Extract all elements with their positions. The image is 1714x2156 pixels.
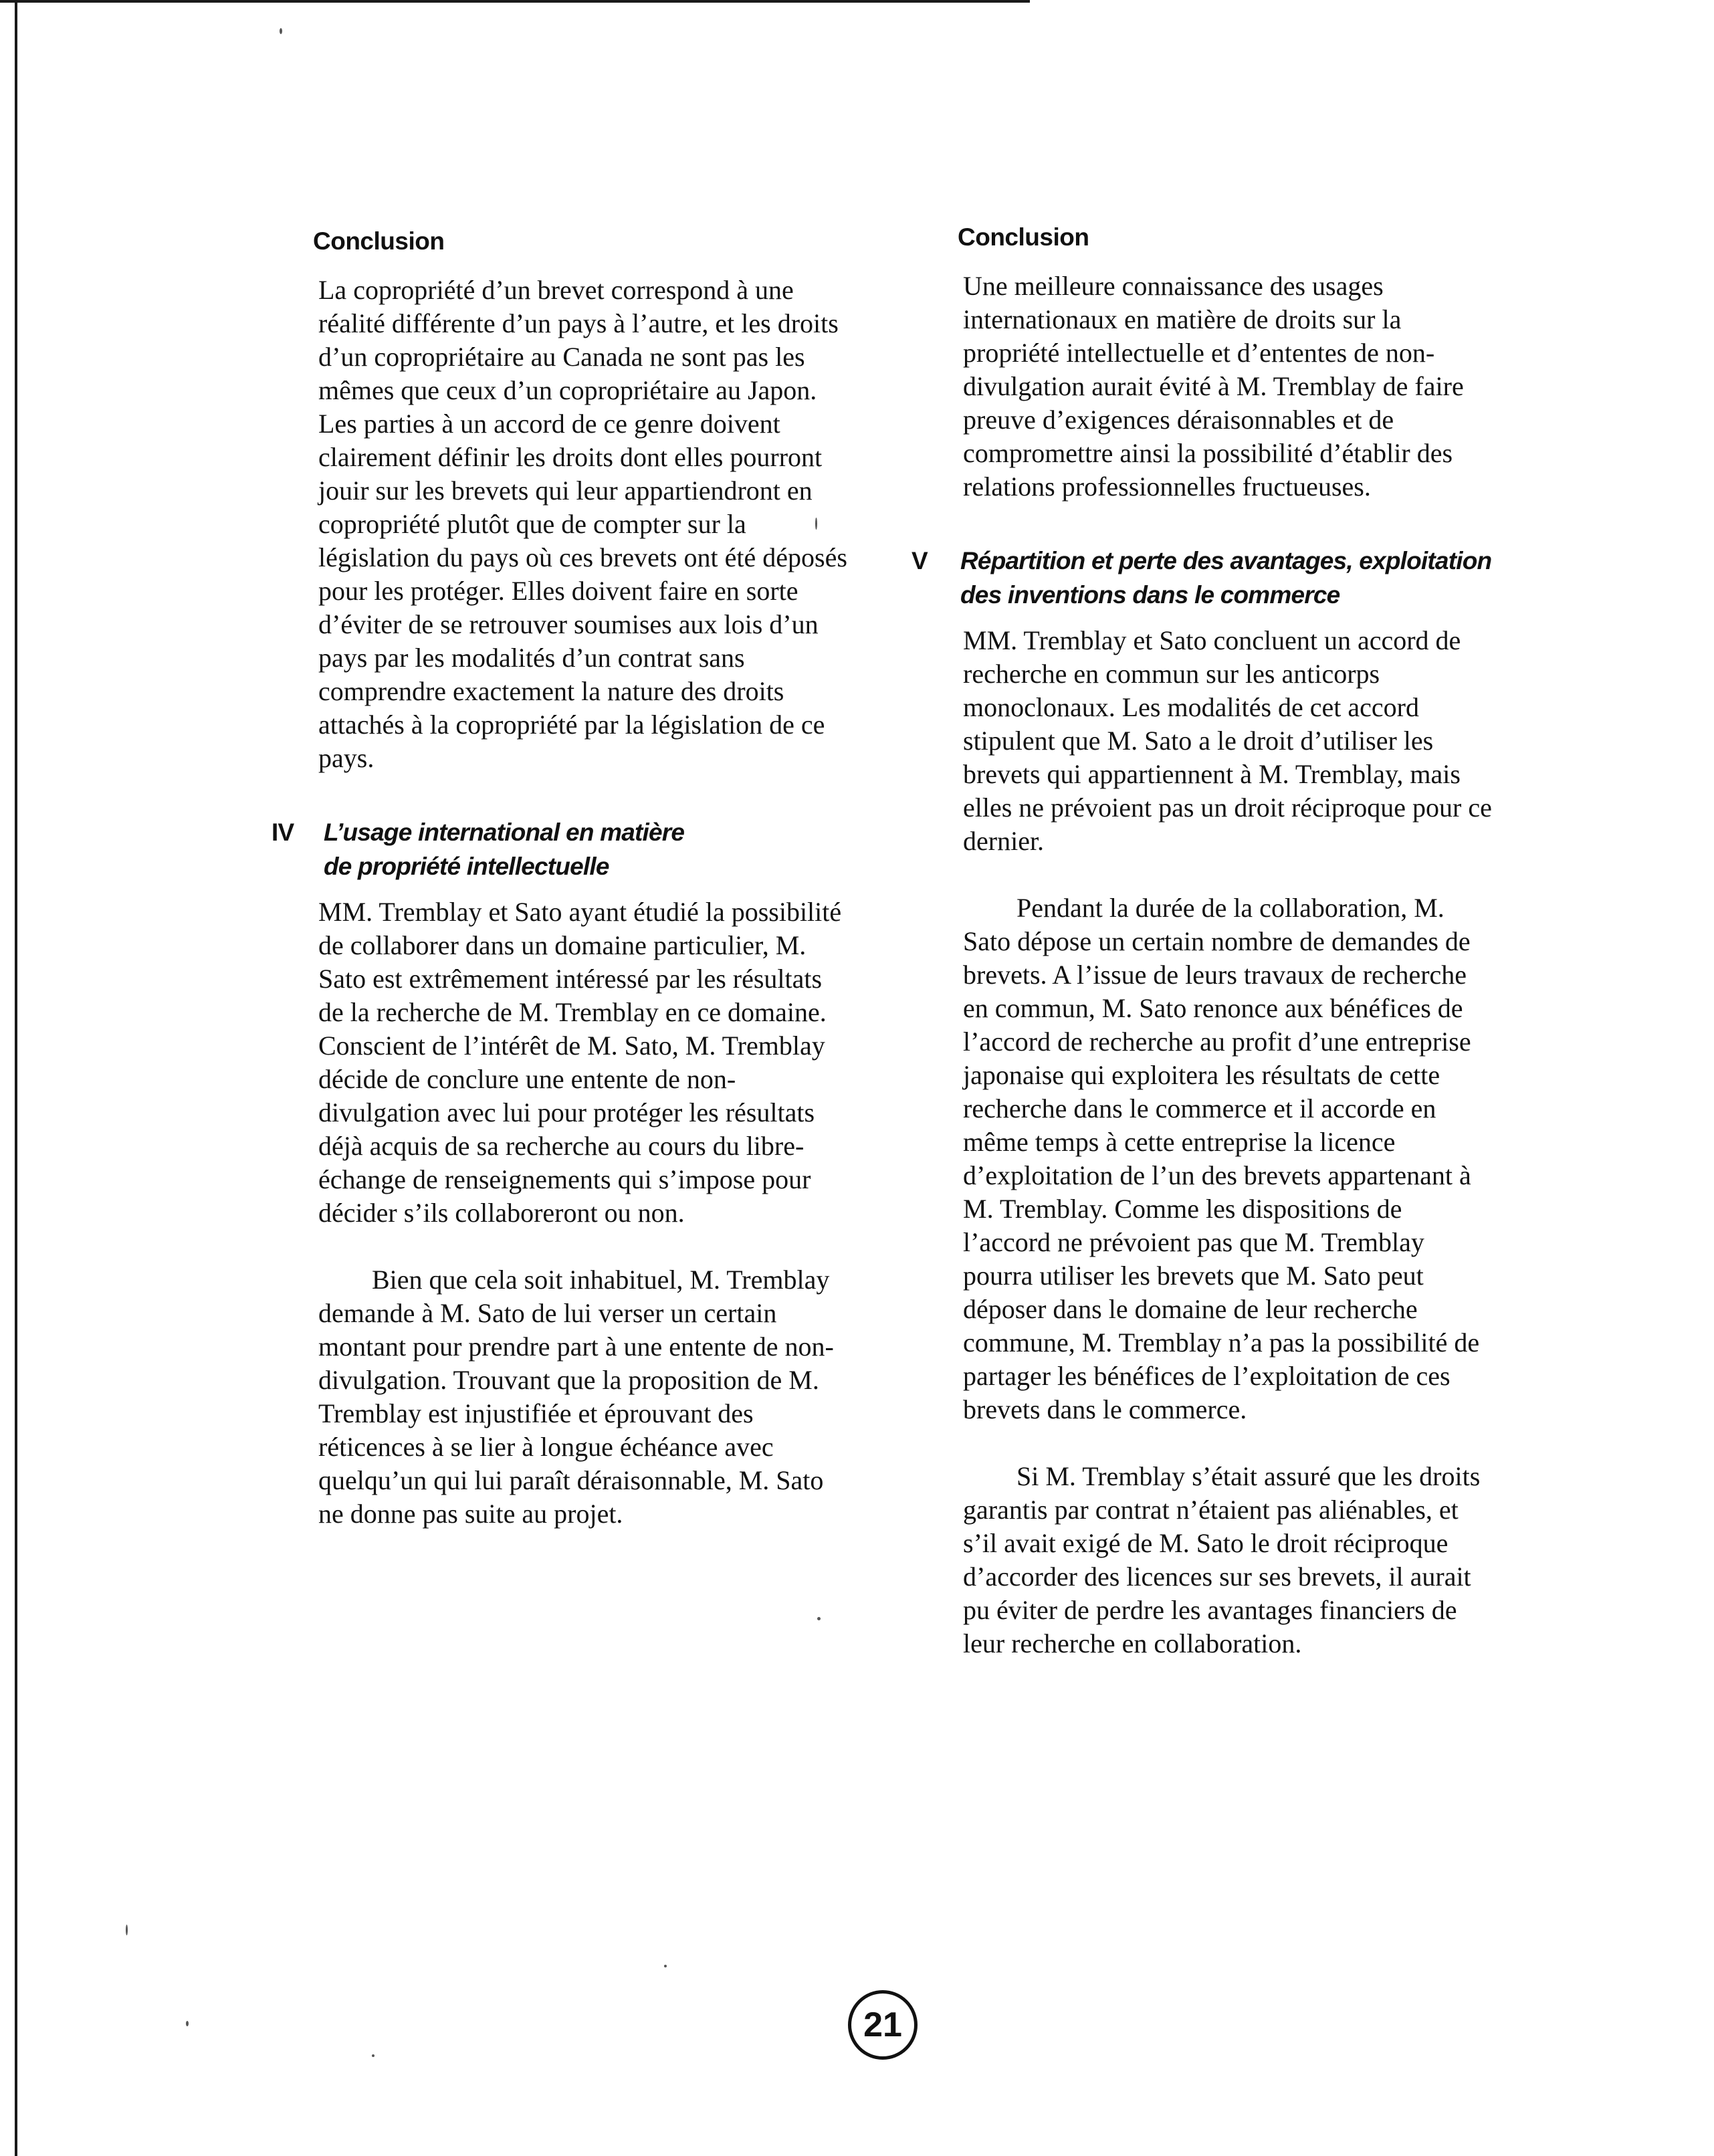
right-column <box>912 223 1493 1660</box>
scan-speck <box>280 28 282 34</box>
conclusion-heading: Conclusion <box>958 223 1089 251</box>
left-column <box>272 224 848 1531</box>
section-heading-iv <box>272 815 848 883</box>
conclusion-paragraph: La copropriété d’un brevet correspond à une réalité différente d’un pays à l’autre, et les droits d’un copropriétaire au Canada ne sont pas les mêmes que ceux d’un copropriétaire au Japon. Les parties à un accord de ce genre doivent clairement définir les droits dont elles pourront jouir sur les brevets qui leur appartiendront en copropriété plutôt que de compter sur la législation du pays où ces brevets ont été déposés pour les protéger. Elles doivent faire en sorte d’éviter de se retrouver soumises aux lois d’un pays par les modalités d’un contrat sans comprendre exactement la nature des droits attachés à la copropriété par la législation de ce pays. <box>318 275 847 773</box>
page-number: 21 <box>848 1990 918 2060</box>
section-heading-v <box>912 544 1493 612</box>
section-title-line: L’usage international en matière <box>324 819 685 846</box>
conclusion-heading: Conclusion <box>313 227 445 255</box>
body-paragraph: MM. Tremblay et Sato concluent un accord de recherche en commun sur les anticorps monoclonaux. Les modalités de cet accord stipulent que M. Sato a le droit d’utiliser les brevets qui appartiennent à M. Tremblay, mais elles ne prévoient pas un droit réciproque pour ce dernier. <box>963 625 1492 856</box>
section-title-line: Répartition et perte des avantages, exploitation <box>960 547 1492 574</box>
scan-speck <box>126 1925 128 1935</box>
body-paragraph: MM. Tremblay et Sato ayant étudié la possibilité de collaborer dans un domaine particulier, M. Sato est extrêmement intéressé par les résultats de la recherche de M. Tremblay en ce domaine. Conscient de l’intérêt de M. Sato, M. Tremblay décide de conclure une entente de non-divulgation avec lui pour protéger les résultats déjà acquis de sa recherche au cours du libre-échange de renseignements qui s’impose pour décider s’ils collaboreront ou non. <box>318 897 842 1228</box>
section-title-line: des inventions dans le commerce <box>960 581 1340 609</box>
section-number: V <box>912 547 928 574</box>
body-paragraph: Bien que cela soit inhabituel, M. Tremblay demande à M. Sato de lui verser un certain montant pour prendre part à une entente de non-divulgation. Trouvant que la proposition de M. Tremblay est injustifiée et éprouvant des réticences à se lier à longue échéance avec quelqu’un qui lui paraît déraisonnable, M. Sato ne donne pas suite au projet. <box>318 1265 834 1529</box>
scan-speck <box>186 2021 189 2026</box>
section-title-line: de propriété intellectuelle <box>324 853 609 880</box>
conclusion-paragraph: Une meilleure connaissance des usages internationaux en matière de droits sur la propriété intellectuelle et d’ententes de non-divulgation aurait évité à M. Tremblay de faire preuve d’exigences déraisonnables et de compromettre ainsi la possibilité d’établir des relations professionnelles fructueuses. <box>963 271 1464 502</box>
scan-speck <box>372 2054 374 2057</box>
scan-border-top <box>0 0 1030 3</box>
body-paragraph: Si M. Tremblay s’était assuré que les droits garantis par contrat n’étaient pas aliénables, et s’il avait exigé de M. Sato le droit réciproque d’accorder des licences sur ses brevets, il aurait pu éviter de perdre les avantages financiers de leur recherche en collaboration. <box>963 1461 1481 1658</box>
scan-speck <box>817 1617 821 1620</box>
scan-speck <box>664 1965 667 1967</box>
body-paragraph: Pendant la durée de la collaboration, M. Sato dépose un certain nombre de demandes de brevets. A l’issue de leurs travaux de recherche en commun, M. Sato renonce aux bénéfices de l’accord de recherche au profit d’une entreprise japonaise qui exploitera les résultats de cette recherche dans le commerce et il accorde en même temps à cette entreprise la licence d’exploitation de l’un des brevets appartenant à M. Tremblay. Comme les dispositions de l’accord ne prévoient pas que M. Tremblay pourra utiliser les brevets que M. Sato peut déposer dans le domaine de leur recherche commune, M. Tremblay n’a pas la possibilité de partager les bénéfices de l’exploitation de ces brevets dans le commerce. <box>963 893 1480 1424</box>
section-number: IV <box>272 819 294 846</box>
scan-border-left <box>15 0 17 2156</box>
